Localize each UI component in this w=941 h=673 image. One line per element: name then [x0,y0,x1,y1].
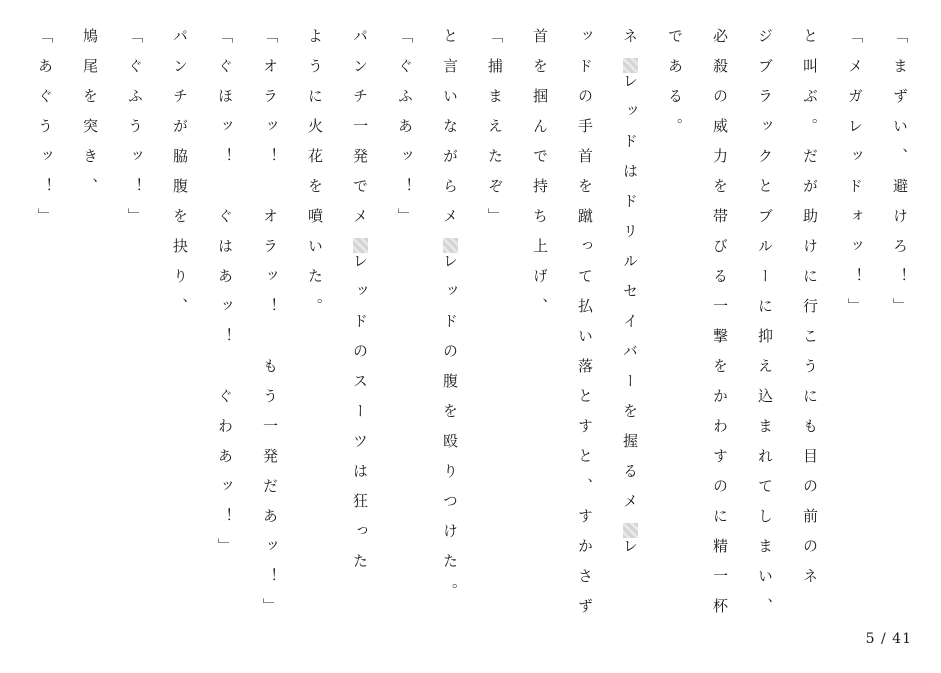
text-column: 「まずい、避けろ！」 [891,28,909,328]
mosaic-censor [623,58,638,73]
text-column: パンチが脇腹を抉り、 [171,28,189,328]
text-column: 「ぐふあッ！」 [396,28,414,238]
mosaic-censor [443,238,458,253]
text-column: ッドの手首を蹴って払い落とすと、すかさず [576,28,594,628]
text-column: と叫ぶ。だが助けに行こうにも目の前のネ [801,28,819,598]
text-column: 「捕まえたぞ」 [486,28,504,238]
text-column: ネレッドはドリルセイバーを握るメレ [621,28,639,568]
text-column: 鳩尾を突き、 [81,28,99,208]
text-column: 「オラッ！ オラッ！ もう一発だあッ！」 [261,28,279,628]
text-column: 首を掴んで持ち上げ、 [531,28,549,328]
text-column: 「メガレッドォッ！」 [846,28,864,328]
text-column: ように火花を噴いた。 [306,28,324,328]
page-number: 5 / 41 [865,631,912,647]
text-column: である。 [666,28,684,148]
text-column: 「あぐうッ！」 [36,28,54,238]
text-column: と言いながらメレッドの腹を殴りつけた。 [441,28,459,613]
text-column: 「ぐふうッ！」 [126,28,144,238]
text-column: ジブラックとブルーに抑え込まれてしまい、 [756,28,774,628]
text-column: 「ぐほッ！ ぐはあッ！ ぐわあッ！」 [216,28,234,568]
text-column: 必殺の威力を帯びる一撃をかわすのに精一杯 [711,28,729,628]
mosaic-censor [353,238,368,253]
mosaic-censor [623,523,638,538]
text-column: パンチ一発でメレッドのスーツは狂った [351,28,369,583]
